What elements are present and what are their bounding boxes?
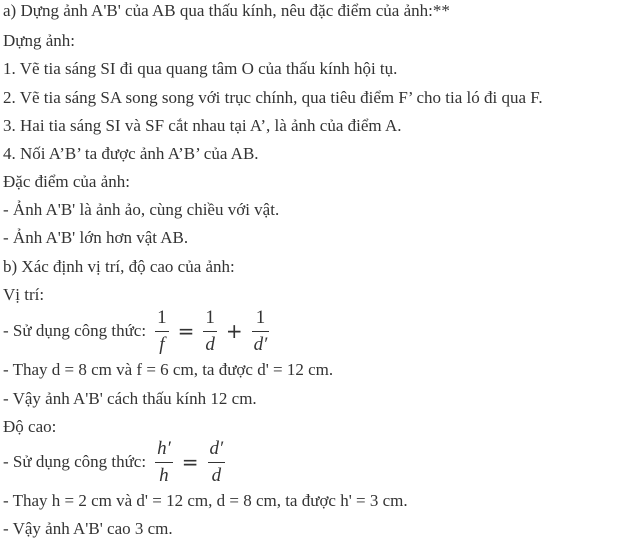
- step-1: 1. Vẽ tia sáng SI đi qua quang tâm O của thấu kính hội tụ.: [3, 59, 398, 78]
- step-4: 4. Nối A’B’ ta được ảnh A’B’ của AB.: [3, 144, 259, 163]
- subheading-position: Vị trí:: [3, 285, 45, 304]
- equals-sign: =: [181, 450, 199, 474]
- fraction-bar: [203, 331, 217, 332]
- fraction-bar: [155, 331, 169, 332]
- magnification-formula-label: - Sử dụng công thức:: [3, 452, 147, 471]
- result-height: - Vậy ảnh A'B' cao 3 cm.: [3, 519, 173, 538]
- substitution-height: - Thay h = 2 cm và d' = 12 cm, d = 8 cm, ta được h' = 3 cm.: [3, 491, 408, 510]
- step-2: 2. Vẽ tia sáng SA song song với trục chính, qua tiêu điểm F’ cho tia ló đi qua F.: [3, 88, 543, 107]
- property-2: - Ảnh A'B' lớn hơn vật AB.: [3, 228, 189, 247]
- fraction-one-over-d: [203, 307, 217, 356]
- fraction-h-prime-over-h: [155, 438, 173, 487]
- fraction-d-prime-over-d: [208, 438, 226, 487]
- fraction-bar: [155, 462, 173, 463]
- subheading-height: Độ cao:: [3, 417, 57, 436]
- fraction-one-over-f: [155, 307, 169, 356]
- property-1: - Ảnh A'B' là ảnh ảo, cùng chiều với vật.: [3, 200, 280, 219]
- magnification-formula: [152, 438, 228, 487]
- step-3: 3. Hai tia sáng SI và SF cắt nhau tại A’, là ảnh của điểm A.: [3, 116, 402, 135]
- numerator: h′: [157, 437, 171, 459]
- denominator: f: [159, 333, 165, 355]
- lens-formula: [152, 307, 272, 356]
- heading-part-b: b) Xác định vị trí, độ cao của ảnh:: [3, 257, 235, 276]
- denominator: d: [205, 333, 215, 355]
- denominator: d: [211, 464, 222, 486]
- denominator: d′: [253, 333, 268, 355]
- plus-sign: +: [225, 319, 243, 343]
- equals-sign: =: [177, 319, 195, 343]
- numerator: 1: [157, 306, 167, 328]
- fraction-bar: [208, 462, 226, 463]
- result-position: - Vậy ảnh A'B' cách thấu kính 12 cm.: [3, 389, 257, 408]
- lens-formula-label: - Sử dụng công thức:: [3, 321, 147, 340]
- numerator: d′: [209, 437, 224, 459]
- numerator: 1: [205, 306, 215, 328]
- subheading-image-properties: Đặc điểm của ảnh:: [3, 172, 130, 191]
- numerator: 1: [255, 306, 266, 328]
- fraction-one-over-d-prime: [252, 307, 270, 356]
- heading-part-a: a) Dựng ảnh A'B' của AB qua thấu kính, nêu đặc điểm của ảnh:**: [3, 1, 450, 20]
- fraction-bar: [252, 331, 270, 332]
- magnification-formula-line: [3, 434, 228, 490]
- subheading-construct-image: Dựng ảnh:: [3, 31, 76, 50]
- denominator: h: [159, 464, 169, 486]
- substitution-position: - Thay d = 8 cm và f = 6 cm, ta được d' = 12 cm.: [3, 360, 334, 379]
- lens-formula-line: [3, 303, 272, 359]
